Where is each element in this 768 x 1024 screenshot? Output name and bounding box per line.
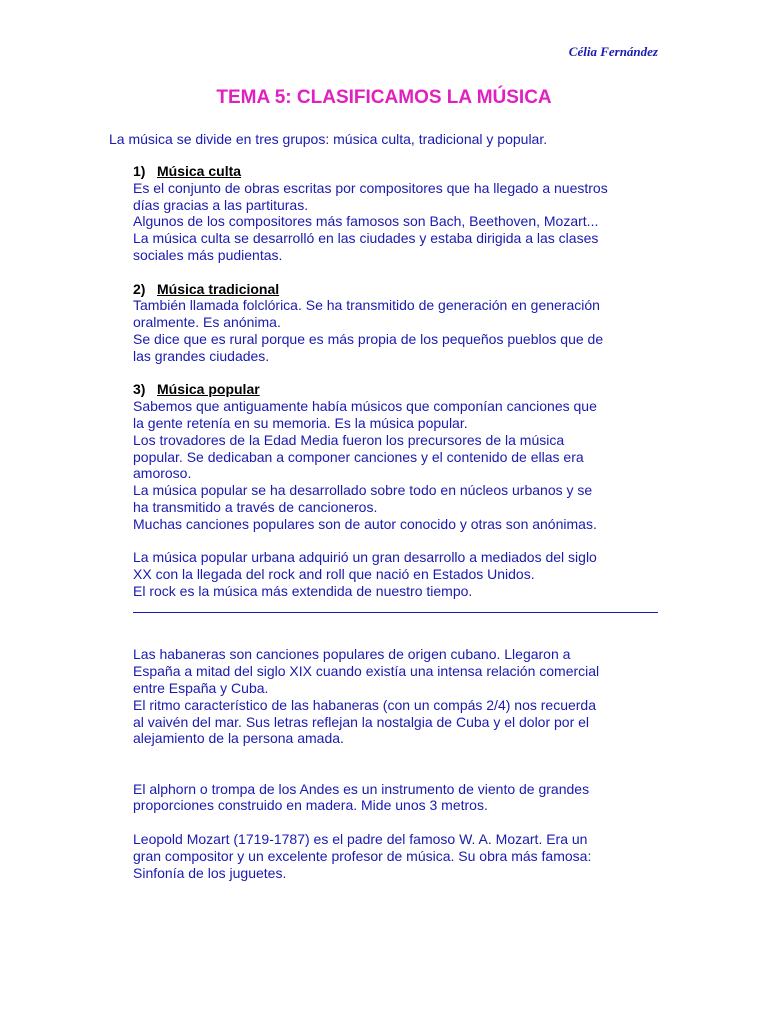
section-title: Música tradicional: [157, 280, 280, 297]
text-line: El ritmo característico de las habaneras (con un compás 2/4) nos recuerda: [133, 696, 597, 713]
text-line: la gente retenía en su memoria. Es la música popular.: [133, 414, 468, 431]
section-title: Música popular: [157, 381, 260, 398]
separator-line: [133, 600, 658, 613]
section-number: 2): [133, 280, 146, 297]
section-number: 1): [133, 163, 146, 179]
text-line: Sinfonía de los juguetes.: [133, 864, 287, 881]
section-heading-musica-popular: [133, 381, 663, 398]
text-line: También llamada folclórica. Se ha transmitido de generación en generación: [133, 297, 600, 314]
text-line: popular. Se dedicaban a componer canciones y el contenido de ellas era: [133, 448, 584, 465]
page-title: TEMA 5: CLASIFICAMOS LA MÚSICA: [216, 87, 552, 108]
text-line: las grandes ciudades.: [133, 347, 270, 364]
section-heading-musica-culta: [133, 163, 663, 180]
text-line: El alphorn o trompa de los Andes es un instrumento de viento de grandes: [133, 780, 590, 797]
spacer: [133, 613, 663, 647]
text-line: alejamiento de la persona amada.: [133, 730, 344, 747]
text-line: XX con la llegada del rock and roll que nació en Estados Unidos.: [133, 566, 535, 583]
spacer: [133, 747, 663, 781]
text-line: Muchas canciones populares son de autor conocido y otras son anónimas.: [133, 515, 597, 532]
text-line: Algunos de los compositores más famosos son Bach, Beethoven, Mozart...: [133, 213, 599, 230]
intro-paragraph: La música se divide en tres grupos: música culta, tradicional y popular.: [109, 131, 548, 147]
text-line: El rock es la música más extendida de nuestro tiempo.: [133, 582, 473, 599]
text-line: La música popular se ha desarrollado sobre todo en núcleos urbanos y se: [133, 482, 593, 499]
section-number: 3): [133, 381, 146, 398]
text-line: España a mitad del siglo XIX cuando existía una intensa relación comercial: [133, 663, 600, 680]
text-line: Es el conjunto de obras escritas por compositores que ha llegado a nuestros: [133, 179, 608, 196]
text-line: días gracias a las partituras.: [133, 196, 309, 213]
text-line: La música popular urbana adquirió un gran desarrollo a mediados del siglo: [133, 549, 597, 566]
text-line: al vaivén del mar. Sus letras reflejan la nostalgia de Cuba y el dolor por el: [133, 713, 590, 730]
spacer: [133, 264, 663, 281]
text-line: Se dice que es rural porque es más propia de los pequeños pueblos que de: [133, 330, 604, 347]
text-line: Los trovadores de la Edad Media fueron los precursores de la música: [133, 431, 565, 448]
text-line: gran compositor y un excelente profesor de música. Su obra más famosa:: [133, 847, 592, 864]
section-title: Música culta: [157, 163, 242, 179]
spacer: [133, 533, 663, 550]
text-line: oralmente. Es anónima.: [133, 314, 281, 331]
section-heading-musica-tradicional: [133, 281, 663, 298]
text-line: La música culta se desarrolló en las ciudades y estaba dirigida a las clases: [133, 230, 599, 247]
text-line: sociales más pudientas.: [133, 246, 283, 263]
text-line: entre España y Cuba.: [133, 679, 269, 696]
spacer: [133, 365, 663, 382]
text-line: Leopold Mozart (1719-1787) es el padre del famoso W. A. Mozart. Era un: [133, 831, 588, 848]
text-line: Sabemos que antiguamente había músicos que componían canciones que: [133, 398, 597, 415]
text-line: ha transmitido a través de cancioneros.: [133, 498, 378, 515]
author-name: Célia Fernández: [568, 44, 658, 59]
text-line: Las habaneras son canciones populares de origen cubano. Llegaron a: [133, 646, 571, 663]
main-content: [133, 163, 663, 881]
text-line: proporciones construido en madera. Mide unos 3 metros.: [133, 797, 488, 814]
text-line: amoroso.: [133, 465, 192, 482]
spacer: [133, 814, 663, 831]
